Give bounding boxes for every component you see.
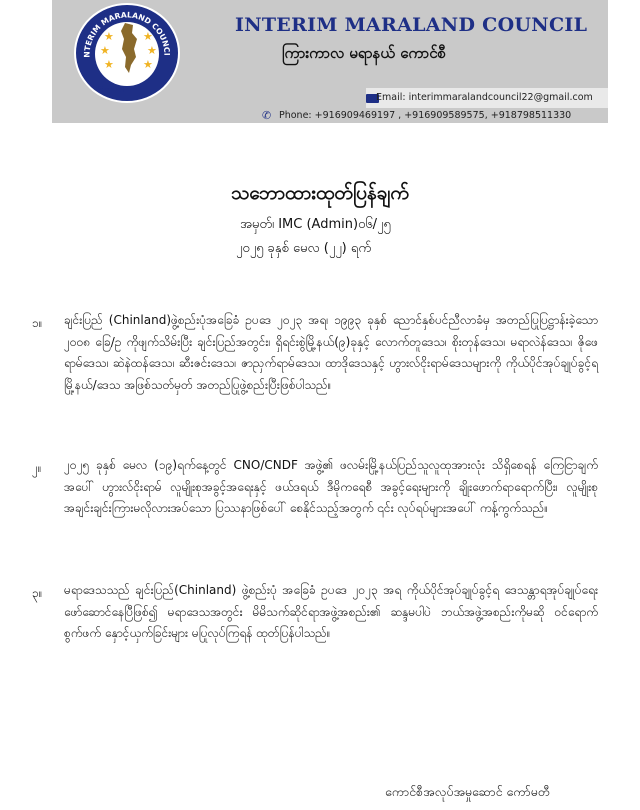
logo-caption: ကြားကာလ မရာနယ် ကောင်စီ	[98, 86, 142, 91]
document-date: ၂၀၂၅ ခုနှစ် မေလ (၂၂) ရက်	[236, 241, 372, 256]
paragraph-3: မရာဒေသသည် ချင်းပြည်(Chinland) ဖွဲ့စည်းပုံ အခြေခံ ဥပဒေ ၂၀၂၃ အရ ကိုယ်ပိုင်အုပ်ချုပ်ခွင့်ရ ဒေသန္တာရအုပ်ချုပ်ရေး ဖော်ဆောင်နေပြီဖြစ်၍ မရာဒေသအတွင်း မိမိသက်ဆိုင်ရာအဖွဲ့အစည်း၏ ဆန္ဒမပါပဲ ဘယ်အဖွဲ့အစည်းကိုမဆို ဝင်ရောက်စွက်ဖက် နှောင့်ယှက်ခြင်းများ မပြုလုပ်ကြရန် ထုတ်ပြန်ပါသည်။	[64, 583, 598, 640]
star-icon: ★	[143, 30, 153, 43]
paragraph-1: ချင်းပြည် (Chinland)ဖွဲ့စည်းပုံအခြေခံ ဥပဒေ ၂၀၂၃ အရ၊ ၁၉၉၃ ခုနှစ် ညောင်နှစ်ပင်ညီလာခံမှ အတည်ပြုပြဋ္ဌာန်းခဲ့သော ၂၀၀၈ ခြေ/ဥ ကိုဖျက်သိမ်းပြီး ချင်းပြည်အတွင်း၊ ရှိရင်းစွဲမြို့နယ်(၉)ခုနှင့် လောက်တူဒေသ၊ စိုးတုန်ဒေသ၊ မရာလဲန်ဒေသ၊ ဇိုဖေရာမ်ဒေသ၊ ဆဲနဲထန်ဒေသ၊ ဆီးဇင်းဒေသ၊ ဇာညှက်ရာမ်ဒေသ၊ ထာဒိုဒေသနှင့် ဟွားလ်ငိုးရာမ်ဒေသများကို ကိုယ်ပိုင်အုပ်ချုပ်ခွင့်ရ မြို့နယ်/ဒေသ အဖြစ်သတ်မှတ် အတည်ပြုဖွဲ့စည်းပြီးဖြစ်ပါသည်။	[64, 313, 598, 392]
paragraph-number: ၁။	[32, 316, 43, 330]
document-title: သဘောထားထုတ်ပြန်ချက်	[230, 182, 410, 204]
reference-number: အမှတ်၊ IMC (Admin)၀၆/၂၅	[240, 217, 391, 232]
star-icon: ★	[104, 30, 114, 43]
paragraph-number: ၂။	[32, 461, 42, 475]
logo-ring-label: NTERIM MARALAND COUNCI	[82, 10, 172, 58]
star-icon: ★	[143, 58, 153, 71]
star-icon: ★	[104, 58, 114, 71]
phone-icon: ✆	[262, 109, 272, 122]
paragraph-2: ၂၀၂၅ ခုနှစ် မေလ (၁၉)ရက်နေ့တွင် CNO/CNDF အဖွဲ့၏ ဖလမ်းမြို့နယ်ပြည်သူလူထုအားလုံး သိရှိစေရန် ကြေငြာချက်အပေါ် ဟွားလ်ငိုးရာမ် လူမျိုးစုအခွင့်အရေးနှင့် ဖယ်ဒရယ် ဒီမိုကရေစီ အခွင့်ရေးများကို ချိုးဖောက်ရာရောက်ပြီး၊ လူမျိုးစု အချင်းချင်းကြားမလိုလားအပ်သော ပြဿနာဖြစ်ပေါ် စေနိုင်သည့်အတွက် ၎င်း လုပ်ရပ်များအပေါ် ကန့်ကွက်သည်။	[64, 458, 598, 515]
council-name-english: INTERIM MARALAND COUNCIL	[235, 14, 588, 36]
map-emblem-icon	[119, 23, 139, 73]
star-icon: ★	[100, 44, 110, 57]
star-icon: ★	[147, 44, 157, 57]
phone-line: Phone: +916909469197 , +916909589575, +918798511330	[279, 110, 572, 121]
paragraph-number: ၃။	[32, 586, 43, 600]
council-name-myanmar: ကြားကာလ မရာနယ် ကောင်စီ	[282, 44, 446, 62]
email-line: Email: interimmaralandcouncil22@gmail.com	[376, 92, 593, 103]
signature-line: ကောင်စီအလုပ်အမှုဆောင် ကော်မတီ	[385, 784, 550, 799]
